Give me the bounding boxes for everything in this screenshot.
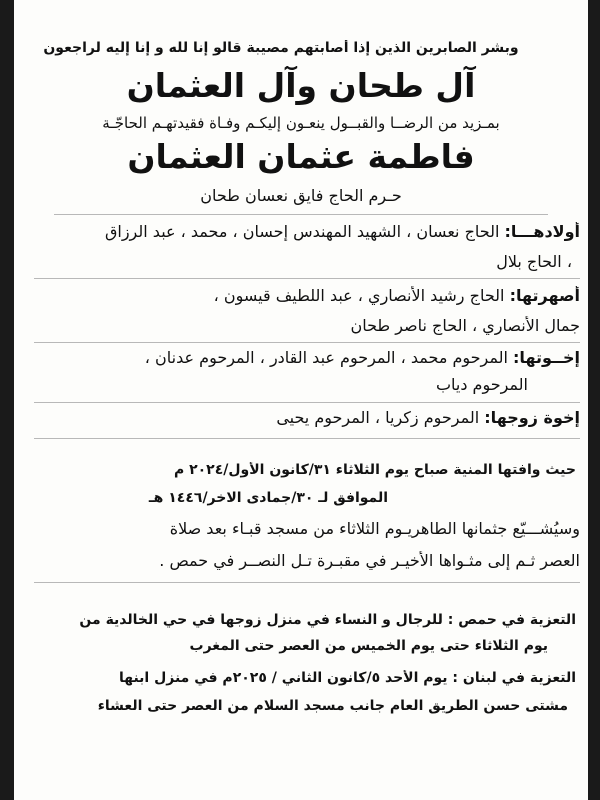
hijri-date: الموافق لـ ٣٠/جمادى الاخر/١٤٤٦ هـ — [148, 490, 388, 506]
condolences-homs: التعزية في حمص : للرجال و النساء في منزل زوجها في حي الخالدية من — [79, 612, 576, 628]
children-names-continued: ، الحاج بلال — [496, 252, 572, 271]
siblings-label: إخــوتها: — [513, 348, 580, 367]
in-laws-names-continued: جمال الأنصاري ، الحاج ناصر طحان — [350, 316, 580, 335]
husband-siblings-label: إخوة زوجها: — [484, 408, 580, 427]
obituary-notice — [14, 0, 588, 800]
mourning-announcement: بمـزيد من الرضــا والقبــول ينعـون إليكـم وفـاة فقيدتهـم الحاجّـة — [102, 114, 500, 132]
children-names: الحاج نعسان ، الشهيد المهندس إحسان ، محمد ، عبد الرزاق — [104, 222, 500, 241]
siblings-row — [22, 348, 580, 367]
families-heading: آل طحان وآل العثمان — [126, 66, 476, 105]
condolences-lebanon: التعزية في لبنان : يوم الأحد ٥/كانون الثاني / ٢٠٢٥م في منزل ابنها — [118, 670, 576, 686]
condolences-homs-times: يوم الثلاثاء حتى يوم الخميس من العصر حتى المغرب — [189, 638, 548, 654]
funeral-details: وسيُشـــيّع جثمانها الطاهريـوم الثلاثاء من مسجد قبـاء بعد صلاة — [169, 519, 580, 538]
husband-siblings-row — [22, 408, 580, 427]
spouse-line: حـرم الحاج فايق نعسان طحان — [200, 186, 402, 205]
divider — [34, 582, 580, 583]
divider — [34, 278, 580, 279]
children-label: أولادهـــا: — [504, 222, 580, 241]
deceased-name: فاطمة عثمان العثمان — [127, 137, 475, 176]
children-row — [22, 222, 580, 241]
in-laws-label: أصهرتها: — [509, 286, 580, 305]
condolences-lebanon-address: مشتى حسن الطريق العام جانب مسجد السلام من العصر حتى العشاء — [97, 698, 568, 714]
divider — [54, 214, 548, 215]
siblings-names: المرحوم محمد ، المرحوم عبد القادر ، المرحوم عدنان ، — [144, 348, 508, 367]
in-laws-names: الحاج رشيد الأنصاري ، عبد اللطيف قيسون ، — [213, 286, 505, 305]
divider — [34, 438, 580, 439]
siblings-names-continued: المرحوم دياب — [435, 375, 528, 394]
quran-verse: وبشر الصابرين الذين إذا أصابتهم مصيبة قالو إنا لله و إنا إليه لراجعون — [43, 40, 519, 56]
burial-details: العصر ثـم إلى مثـواها الأخيـر في مقبـرة تـل النصــر في حمص . — [159, 551, 580, 570]
husband-siblings-names: المرحوم زكريا ، المرحوم يحيى — [276, 408, 480, 427]
death-date: حيث وافتها المنية صباح يوم الثلاثاء ٣١/كانون الأول/٢٠٢٤ م — [173, 462, 576, 478]
in-laws-row — [22, 286, 580, 305]
divider — [34, 342, 580, 343]
divider — [34, 402, 580, 403]
